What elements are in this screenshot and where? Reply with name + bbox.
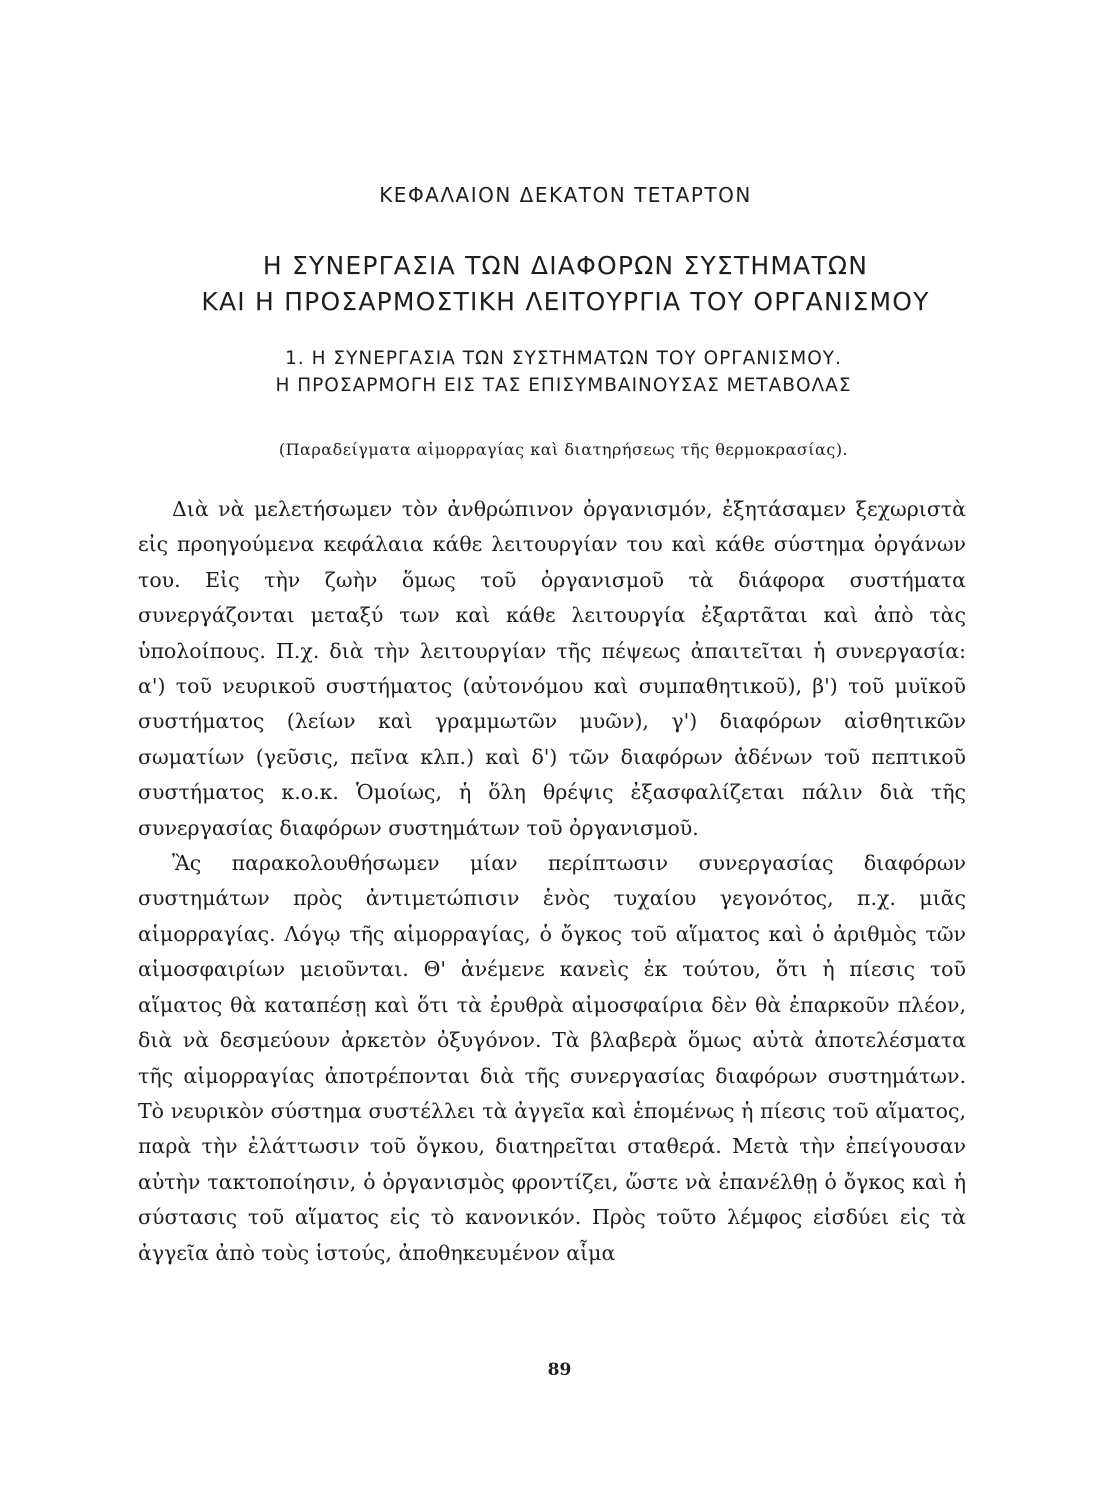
examples-note: (Παραδείγματα αἱμορραγίας καὶ διατηρήσεως τῆς θερμοκρασίας).: [278, 440, 849, 459]
body-text: [138, 492, 966, 1271]
chapter-title-line-1: Η ΣΥΝΕΡΓΑΣΙΑ ΤΩΝ ΔΙΑΦΟΡΩΝ ΣΥΣΤΗΜΑΤΩΝ: [262, 251, 869, 280]
paragraph-2: Ἂς παρακολουθήσωμεν μίαν περίπτωσιν συνεργασίας διαφόρων συστημάτων πρὸς ἀντιμετώπισιν ἑνὸς τυχαίου γεγονότος, π.χ. μιᾶς αἱμορραγίας. Λόγῳ τῆς αἱμορραγίας, ὁ ὄγκος τοῦ αἵματος καὶ ὁ ἀριθμὸς τῶν αἱμοσφαιρίων μειοῦνται. Θ' ἀνέμενε κανεὶς ἐκ τούτου, ὅτι ἡ πίεσις τοῦ αἵματος θὰ καταπέσῃ καὶ ὅτι τὰ ἐρυθρὰ αἱμοσφαίρια δὲν θὰ ἐπαρκοῦν πλέον, διὰ νὰ δεσμεύουν ἀρκετὸν ὀξυγόνον. Τὰ βλαβερὰ ὅμως αὐτὰ ἀποτελέσματα τῆς αἱμορραγίας ἀποτρέπονται διὰ τῆς συνεργασίας διαφόρων συστημάτων. Τὸ νευρικὸν σύστημα συστέλλει τὰ ἀγγεῖα καὶ ἑπομένως ἡ πίεσις τοῦ αἵματος, παρὰ τὴν ἐλάττωσιν τοῦ ὄγκου, διατηρεῖται σταθερά. Μετὰ τὴν ἐπείγουσαν αὐτὴν τακτοποίησιν, ὁ ὀργανισμὸς φροντίζει, ὥστε νὰ ἐπανέλθῃ ὁ ὄγκος καὶ ἡ σύστασις τοῦ αἵματος εἰς τὸ κανονικόν. Πρὸς τοῦτο λέμφος εἰσδύει εἰς τὰ ἀγγεῖα ἀπὸ τοὺς ἱστούς, ἀποθηκευμένον αἷμα: [138, 851, 966, 1265]
section-heading-line-1: 1. Η ΣΥΝΕΡΓΑΣΙΑ ΤΩΝ ΣΥΣΤΗΜΑΤΩΝ ΤΟΥ ΟΡΓΑΝΙΣΜΟΥ.: [285, 348, 842, 369]
section-heading: [8, 345, 1111, 399]
chapter-title: [10, 248, 1111, 320]
chapter-title-line-2: ΚΑΙ Η ΠΡΟΣΑΡΜΟΣΤΙΚΗ ΛΕΙΤΟΥΡΓΙΑ ΤΟΥ ΟΡΓΑΝΙΣΜΟΥ: [201, 287, 930, 316]
section-heading-line-2: Η ΠΡΟΣΑΡΜΟΓΗ ΕΙΣ ΤΑΣ ΕΠΙΣΥΜΒΑΙΝΟΥΣΑΣ ΜΕΤΑΒΟΛΑΣ: [275, 375, 852, 396]
chapter-label: ΚΕΦΑΛΑΙΟΝ ΔΕΚΑΤΟΝ ΤΕΤΑΡΤΟΝ: [379, 183, 752, 207]
page-number: 89: [547, 1360, 572, 1380]
paragraph-1: Διὰ νὰ μελετήσωμεν τὸν ἀνθρώπινον ὀργανισμόν, ἐξητάσαμεν ξεχωριστὰ εἰς προηγούμενα κεφάλαια κάθε λειτουργίαν του καὶ κάθε σύστημα ὀργάνων του. Εἰς τὴν ζωὴν ὅμως τοῦ ὀργανισμοῦ τὰ διάφορα συστήματα συνεργάζονται μεταξύ των καὶ κάθε λειτουργία ἐξαρτᾶται καὶ ἀπὸ τὰς ὑπολοίπους. Π.χ. διὰ τὴν λειτουργίαν τῆς πέψεως ἀπαιτεῖται ἡ συνεργασία: α') τοῦ νευρικοῦ συστήματος (αὐτονόμου καὶ συμπαθητικοῦ), β') τοῦ μυϊκοῦ συστήματος (λείων καὶ γραμμωτῶν μυῶν), γ') διαφόρων αἰσθητικῶν σωματίων (γεῦσις, πεῖνα κλπ.) καὶ δ') τῶν διαφόρων ἀδένων τοῦ πεπτικοῦ συστήματος κ.ο.κ. Ὁμοίως, ἡ ὅλη θρέψις ἐξασφαλίζεται πάλιν διὰ τῆς συνεργασίας διαφόρων συστημάτων τοῦ ὀργανισμοῦ.: [138, 497, 966, 840]
